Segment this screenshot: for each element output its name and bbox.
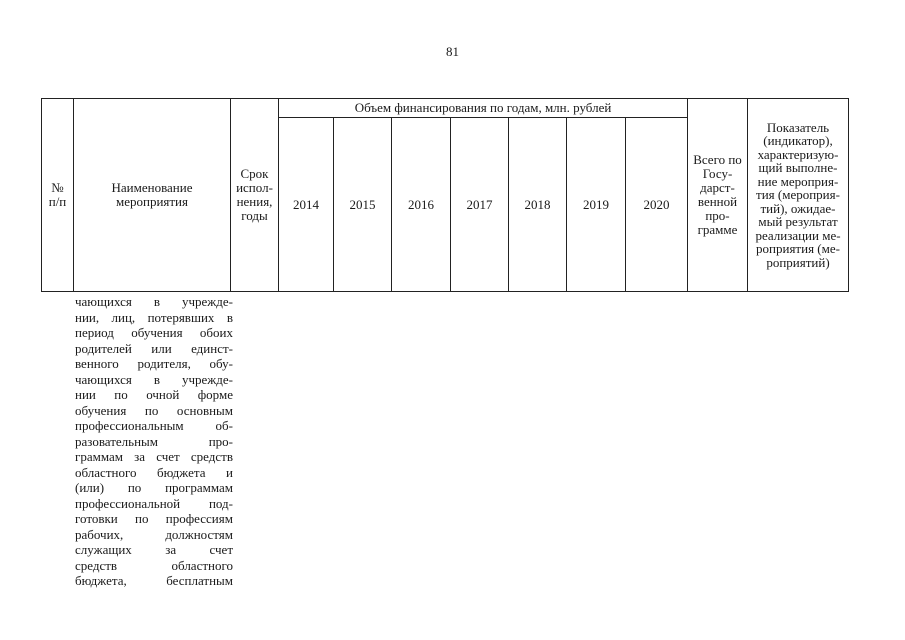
- header-funding: Объем финансирования по годам, млн. рублей: [279, 99, 688, 118]
- text-line: разовательным про-: [75, 433, 233, 449]
- text-line: служащих за счет: [75, 542, 233, 557]
- year-2017: 2017: [451, 118, 509, 292]
- text-line: готовки по профессиям: [75, 511, 233, 526]
- text-line: чающихся в учрежде-: [75, 294, 233, 309]
- year-2016: 2016: [392, 118, 451, 292]
- text-line: (или) по программам: [75, 480, 233, 495]
- text-line: профессиональным об-: [75, 418, 233, 433]
- year-2020: 2020: [626, 118, 688, 292]
- header-program-total: Всего по Госу- дарст- венной про- грамме: [688, 99, 748, 292]
- text-line: период обучения обоих: [75, 325, 233, 340]
- header-indicator: Показатель (индикатор), характеризую- щий выполне- ние мероприя- тия (мероприя- тий), ожидае- мый результат реализации ме- роприятия (ме- роприятий): [748, 99, 849, 292]
- page-number: 81: [446, 44, 459, 59]
- text-line: областного бюджета и: [75, 464, 233, 480]
- text-line: обучения по основным: [75, 402, 233, 418]
- text-line: венного родителя, обу-: [75, 356, 233, 371]
- header-execution-term: Срок испол- нения, годы: [231, 99, 279, 292]
- year-2014: 2014: [279, 118, 334, 292]
- text-line: нии по очной форме: [75, 387, 233, 402]
- year-2015: 2015: [334, 118, 392, 292]
- text-line: бюджета, бесплатным: [75, 573, 233, 588]
- text-line: чающихся в учрежде-: [75, 371, 233, 387]
- text-line: рабочих, должностям: [75, 526, 233, 542]
- header-number: № п/п: [42, 99, 74, 292]
- year-2019: 2019: [567, 118, 626, 292]
- text-line: граммам за счет средств: [75, 449, 233, 464]
- text-line: средств областного: [75, 557, 233, 573]
- header-activity-name: Наименование мероприятия: [74, 99, 231, 292]
- text-line: нии, лиц, потерявших в: [75, 309, 233, 325]
- funding-table: [41, 98, 849, 292]
- activity-description-continuation: [75, 294, 233, 589]
- year-2018: 2018: [509, 118, 567, 292]
- text-line: профессиональной под-: [75, 495, 233, 511]
- text-line: родителей или единст-: [75, 340, 233, 356]
